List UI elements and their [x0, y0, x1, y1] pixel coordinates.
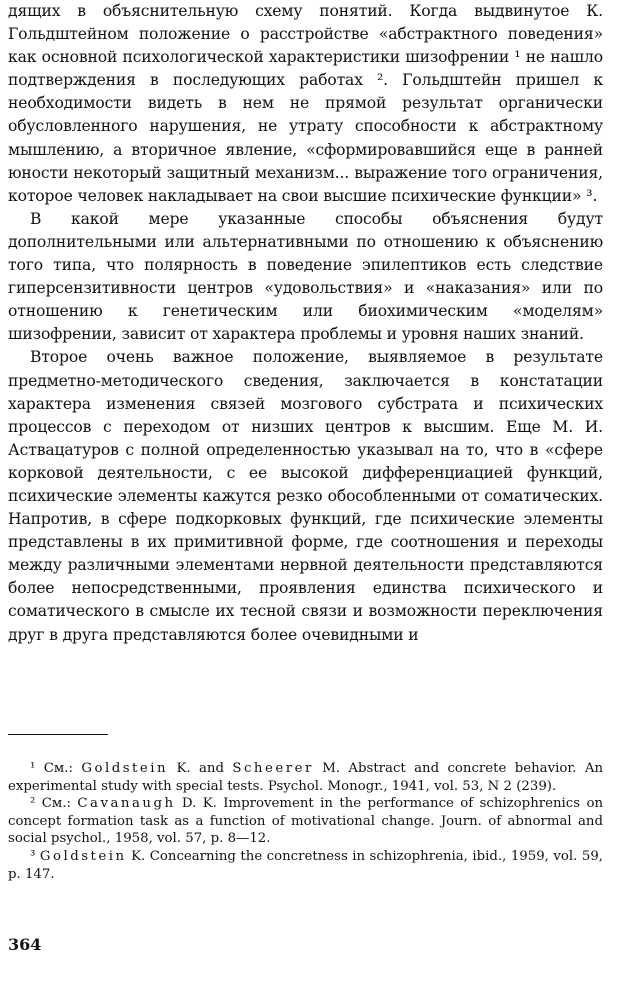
footnote-prefix: См.: [43, 761, 73, 776]
footnote-marker: ³ [30, 848, 36, 864]
footnote-author-2: Scheerer [232, 761, 314, 776]
main-text [8, 0, 603, 647]
footnote-author: Cavanaugh [77, 796, 176, 812]
footnote-author: Goldstein [39, 848, 127, 864]
footnotes [8, 760, 603, 883]
footnote-citation: K. Concearning the concretness in schizophrenia, ibid., 1959, vol. 59, p. 147. [8, 848, 604, 882]
page-number: 364 [8, 935, 42, 954]
footnote-citation: M. Abstract and concrete behavior. An experimental study with special tests. Psychol. Monogr., 1941, vol. 53, N 2 (239). [8, 761, 604, 794]
footnote-1 [8, 760, 603, 795]
footnote-citation: D. K. Improvement in the performance of schizophrenics on concept formation task as a function of motivational change. Journ. of abnormal and social psychol., 1958, vol. 57, p. 8—12. [8, 796, 604, 847]
footnote-3 [8, 848, 603, 883]
footnote-prefix: См.: [41, 796, 71, 812]
paragraph-3: Второе очень важное положение, выявляемое в результате предметно-методического сведения, заключается в констатации характера изменения связей мозгового субстрата и психических процессов с переходом от низших центров к высшим. Еще М. И. Аствацатуров с полной определенностью указывал на то, что в «сфере корковой деятельности, с ее высокой дифференциацией функций, психические элементы кажутся резко обособленными от соматических. Напротив, в сфере подкорковых функций, где психические элементы представлены в их примитивной форме, где соотношения и переходы между различными элементами нервной деятельности представляются более непосредственными, проявления единства психического и соматического в смысле их тесной связи и возможности переключения друг в друга представляются более очевидными и [8, 348, 603, 644]
footnote-2 [8, 795, 603, 848]
paragraph-1: дящих в объяснительную схему понятий. Когда выдвинутое К. Гольдштейном положение о расстройстве «абстрактного поведения» как основной психологической характеристики шизофрении ¹ не нашло подтверждения в последующих работах ². Гольдштейн пришел к необходимости видеть в нем не прямой результат органически обусловленного нарушения, не утрату способности к абстрактному мышлению, а вторичное явление, «сформировавшийся еще в ранней юности некоторый защитный механизм... выражение того ограничения, которое человек накладывает на свои высшие психические функции» ³. [8, 2, 603, 205]
footnote-mid: K. and [176, 761, 224, 776]
footnote-divider [8, 734, 108, 735]
footnote-marker: ² [30, 796, 36, 812]
paragraph-2: В какой мере указанные способы объяснения будут дополнительными или альтернативными по отношению к объяснению того типа, что полярность в поведение эпилептиков есть следствие гиперсензитивности центров «удовольствия» и «наказания» или по отношению к генетическим или биохимическим «моделям» шизофрении, зависит от характера проблемы и уровня наших знаний. [8, 209, 603, 344]
footnote-author: Goldstein [81, 761, 169, 776]
footnote-marker: ¹ [30, 761, 36, 776]
